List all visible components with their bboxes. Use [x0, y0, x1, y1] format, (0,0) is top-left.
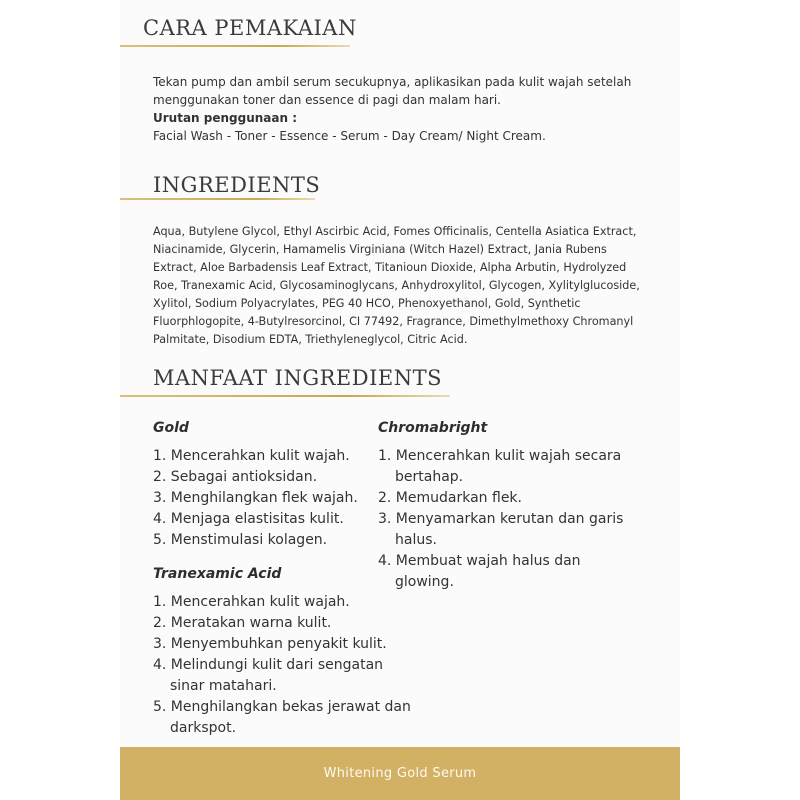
cara-text-line-1: Tekan pump dan ambil serum secukupnya, aplikasikan pada kulit wajah setelah [153, 75, 632, 89]
list-item: 3. Menyembuhkan penyakit kulit. [153, 636, 387, 652]
footer-band [120, 747, 680, 800]
list-item: 5. Menghilangkan bekas jerawat dan darkspot. [153, 699, 411, 736]
chromabright-heading: Chromabright [378, 420, 488, 436]
ingredients-line: Fluorphlogopite, 4-Butylresorcinol, CI 77492, Fragrance, Dimethylmethoxy Chromanyl [153, 315, 634, 328]
gold-heading: Gold [153, 420, 189, 436]
ingredients-line: Xylitol, Sodium Polyacrylates, PEG 40 HCO, Phenoxyethanol, Gold, Synthetic [153, 297, 581, 310]
list-item: 4. Melindungi kulit dari sengatan sinar matahari. [153, 657, 384, 694]
tranexamic-heading: Tranexamic Acid [153, 566, 282, 582]
ingredients-line: Aqua, Butylene Glycol, Ethyl Ascirbic Acid, Fomes Officinalis, Centella Asiatica Extract, [153, 225, 637, 238]
list-item: 3. Menyamarkan kerutan dan garis halus. [378, 511, 624, 548]
list-item: 2. Sebagai antioksidan. [153, 469, 318, 485]
ingredients-text [153, 223, 663, 349]
list-item: 2. Memudarkan flek. [378, 490, 522, 506]
manfaat-rule [120, 395, 450, 397]
urutan-value: Facial Wash - Toner - Essence - Serum - Day Cream/ Night Cream. [153, 129, 546, 143]
cara-pemakaian-rule [120, 45, 350, 47]
list-item: 1. Mencerahkan kulit wajah. [153, 448, 350, 464]
list-item: 1. Mencerahkan kulit wajah secara bertahap. [378, 448, 622, 485]
urutan-label: Urutan penggunaan : [153, 111, 298, 125]
cara-pemakaian-title: CARA PEMAKAIAN [143, 16, 357, 40]
list-item: 5. Menstimulasi kolagen. [153, 532, 328, 548]
list-item: 4. Menjaga elastisitas kulit. [153, 511, 344, 527]
cara-text-line-2: menggunakan toner dan essence di pagi dan malam hari. [153, 93, 501, 107]
ingredients-rule [120, 198, 315, 200]
ingredients-line: Palmitate, Disodium EDTA, Triethyleneglycol, Citric Acid. [153, 333, 468, 346]
ingredients-line: Niacinamide, Glycerin, Hamamelis Virginiana (Witch Hazel) Extract, Jania Rubens [153, 243, 607, 256]
gold-list [153, 446, 368, 551]
list-item: 3. Menghilangkan flek wajah. [153, 490, 358, 506]
list-item: 2. Meratakan warna kulit. [153, 615, 332, 631]
tranexamic-list [153, 592, 418, 739]
footer-product-name: Whitening Gold Serum [323, 766, 477, 781]
chromabright-list [378, 446, 638, 593]
ingredients-line: Extract, Aloe Barbadensis Leaf Extract, Titanioun Dioxide, Alpha Arbutin, Hydrolyzed [153, 261, 627, 274]
list-item: 1. Mencerahkan kulit wajah. [153, 594, 350, 610]
manfaat-title: MANFAAT INGREDIENTS [153, 366, 442, 390]
cara-pemakaian-text [153, 73, 653, 145]
ingredients-line: Roe, Tranexamic Acid, Glycosaminoglycans, Anhydroxylitol, Glycogen, Xylitylglucoside, [153, 279, 640, 292]
ingredients-title: INGREDIENTS [153, 173, 321, 197]
list-item: 4. Membuat wajah halus dan glowing. [378, 553, 581, 590]
